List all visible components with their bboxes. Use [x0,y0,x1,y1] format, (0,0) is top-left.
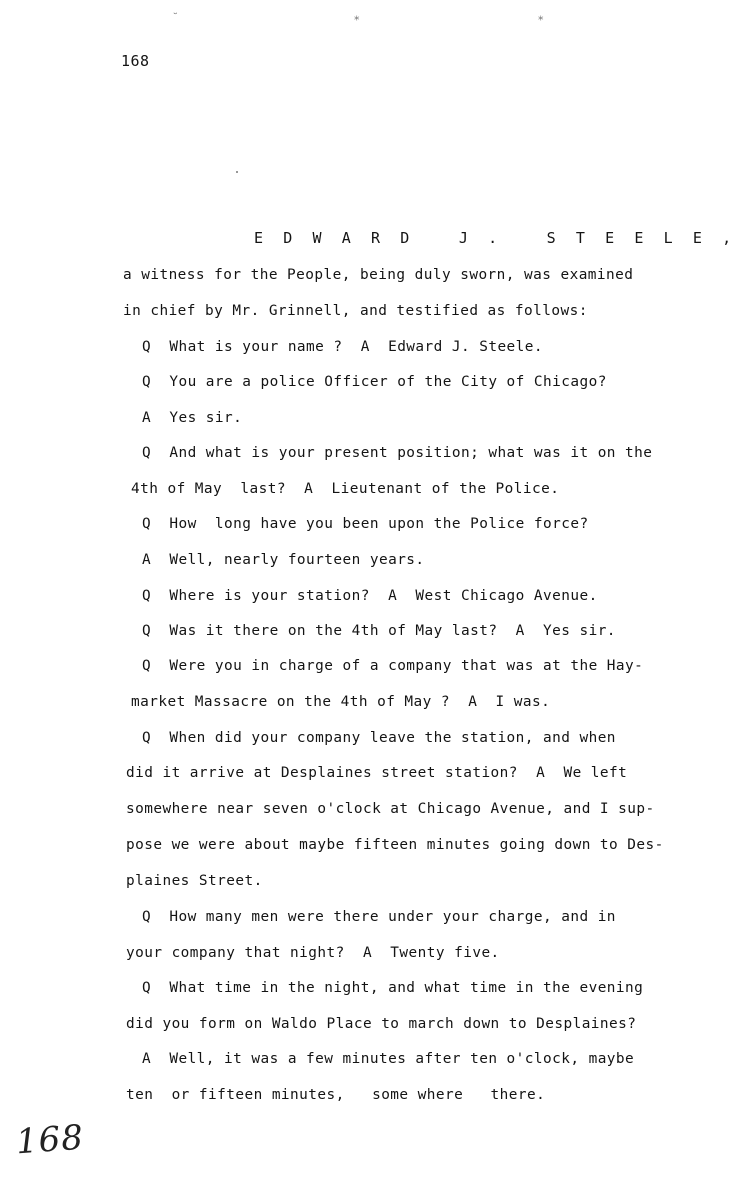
transcript-line: Q How many men were there under your charge, and in [142,909,616,925]
transcript-line: a witness for the People, being duly sworn, was examined [123,267,634,283]
transcript-line: A Yes sir. [142,410,243,426]
transcript-line: market Massacre on the 4th of May ? A I was. [131,694,551,710]
transcript-line: somewhere near seven o'clock at Chicago Avenue, and I sup- [126,801,655,817]
transcript-line: A Well, it was a few minutes after ten o'clock, maybe [142,1051,635,1067]
transcript-line: your company that night? A Twenty five. [126,945,500,961]
transcript-line: Q You are a police Officer of the City of Chicago? [142,374,607,390]
scan-mark-center: ⁎ [354,10,360,23]
transcript-line: Q Was it there on the 4th of May last? A Yes sir. [142,623,616,639]
transcript-line: did it arrive at Desplaines street station? A We left [126,765,628,781]
transcript-line: Q And what is your present position; what was it on the [142,445,653,461]
transcript-line: Q How long have you been upon the Police force? [142,516,589,532]
scan-mark-left: ˘ [172,11,179,24]
transcript-line: Q Were you in charge of a company that was at the Hay- [142,658,644,674]
transcript-line: plaines Street. [126,873,263,889]
handwritten-page-number: 168 [14,1117,86,1163]
transcript-line: ten or fifteen minutes, some where there. [126,1087,546,1103]
scan-dot [236,171,238,173]
transcript-line: A Well, nearly fourteen years. [142,552,425,568]
transcript-line: Q What is your name ? A Edward J. Steele. [142,339,544,355]
transcript-line: did you form on Waldo Place to march down to Desplaines? [126,1016,637,1032]
transcript-line: Q When did your company leave the station, and when [142,730,616,746]
transcript-line: 4th of May last? A Lieutenant of the Police. [131,481,560,497]
transcript-line: pose we were about maybe fifteen minutes going down to Des- [126,837,664,853]
transcript-line: Q Where is your station? A West Chicago Avenue. [142,588,598,604]
transcript-line: Q What time in the night, and what time in the evening [142,980,644,996]
page-number: 168 [121,52,150,70]
transcript-line: in chief by Mr. Grinnell, and testified as follows: [123,303,588,319]
scan-mark-right: ⁎ [538,10,544,23]
witness-heading: E D W A R D J . S T E E L E , [254,229,737,247]
